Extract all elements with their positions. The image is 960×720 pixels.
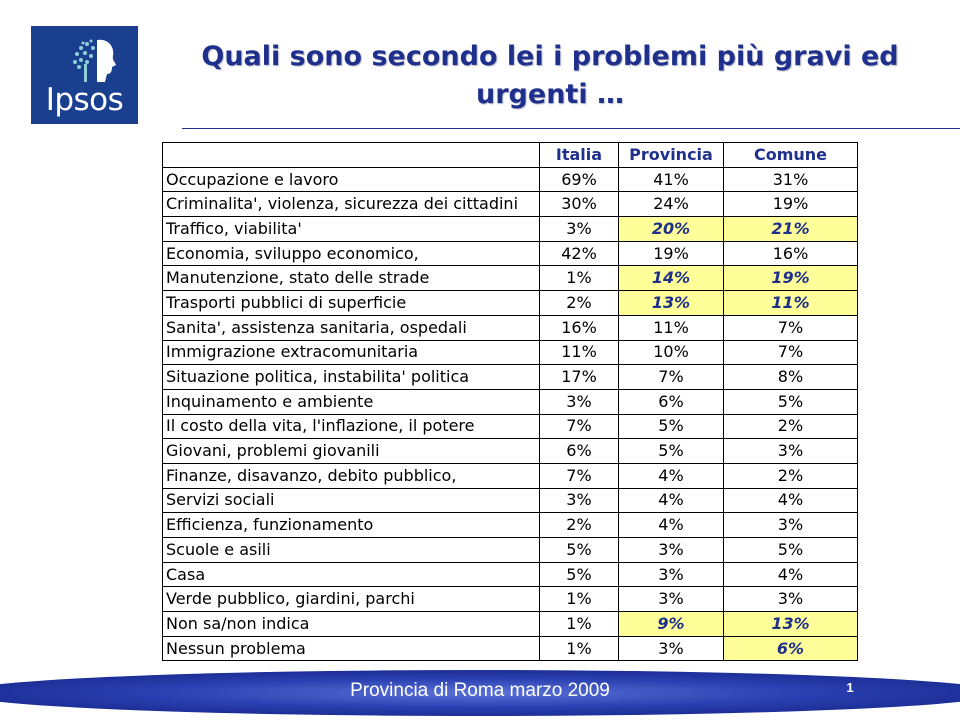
cell-provincia: 41% <box>619 167 724 192</box>
row-label: Situazione politica, instabilita' politica <box>163 365 540 390</box>
cell-italia: 1% <box>540 636 619 661</box>
table-row <box>163 365 858 390</box>
cell-comune: 31% <box>724 167 858 192</box>
cell-italia: 11% <box>540 340 619 365</box>
cell-comune: 5% <box>724 538 858 563</box>
ipsos-logo <box>31 26 138 124</box>
page-title: Quali sono secondo lei i problemi più gravi ed urgenti … <box>201 41 899 110</box>
cell-comune: 6% <box>724 636 858 661</box>
title-underline <box>182 128 960 129</box>
table-row <box>163 217 858 242</box>
row-label: Finanze, disavanzo, debito pubblico, <box>163 463 540 488</box>
cell-comune: 3% <box>724 513 858 538</box>
page-number: 1 <box>846 680 854 695</box>
cell-provincia: 7% <box>619 365 724 390</box>
cell-comune: 19% <box>724 266 858 291</box>
cell-provincia: 3% <box>619 562 724 587</box>
results-table <box>162 142 858 661</box>
row-label: Efficienza, funzionamento <box>163 513 540 538</box>
cell-comune: 7% <box>724 315 858 340</box>
cell-comune: 4% <box>724 488 858 513</box>
row-label: Trasporti pubblici di superficie <box>163 291 540 316</box>
table-row <box>163 266 858 291</box>
cell-comune: 4% <box>724 562 858 587</box>
table-row <box>163 538 858 563</box>
cell-comune: 21% <box>724 217 858 242</box>
cell-italia: 17% <box>540 365 619 390</box>
row-label: Occupazione e lavoro <box>163 167 540 192</box>
table-row <box>163 241 858 266</box>
cell-comune: 16% <box>724 241 858 266</box>
cell-italia: 69% <box>540 167 619 192</box>
cell-provincia: 4% <box>619 513 724 538</box>
row-label: Manutenzione, stato delle strade <box>163 266 540 291</box>
cell-italia: 6% <box>540 439 619 464</box>
table-row <box>163 488 858 513</box>
row-label: Servizi sociali <box>163 488 540 513</box>
cell-italia: 1% <box>540 587 619 612</box>
table-header-row <box>163 143 858 168</box>
cell-comune: 3% <box>724 439 858 464</box>
table-row <box>163 414 858 439</box>
cell-provincia: 3% <box>619 636 724 661</box>
row-label: Inquinamento e ambiente <box>163 389 540 414</box>
cell-comune: 3% <box>724 587 858 612</box>
cell-comune: 11% <box>724 291 858 316</box>
tree-head-icon <box>61 34 125 88</box>
cell-comune: 2% <box>724 463 858 488</box>
table-row <box>163 562 858 587</box>
cell-provincia: 10% <box>619 340 724 365</box>
cell-italia: 1% <box>540 266 619 291</box>
table-row <box>163 612 858 637</box>
row-label: Casa <box>163 562 540 587</box>
cell-italia: 5% <box>540 538 619 563</box>
row-label: Criminalita', violenza, sicurezza dei cittadini <box>163 192 540 217</box>
row-label: Nessun problema <box>163 636 540 661</box>
cell-provincia: 11% <box>619 315 724 340</box>
cell-italia: 1% <box>540 612 619 637</box>
cell-italia: 7% <box>540 414 619 439</box>
cell-comune: 2% <box>724 414 858 439</box>
cell-provincia: 6% <box>619 389 724 414</box>
cell-provincia: 3% <box>619 538 724 563</box>
cell-italia: 5% <box>540 562 619 587</box>
cell-provincia: 4% <box>619 488 724 513</box>
cell-italia: 3% <box>540 389 619 414</box>
table-row <box>163 587 858 612</box>
table-row <box>163 439 858 464</box>
cell-italia: 3% <box>540 488 619 513</box>
table-row <box>163 192 858 217</box>
cell-italia: 16% <box>540 315 619 340</box>
row-label: Verde pubblico, giardini, parchi <box>163 587 540 612</box>
cell-italia: 2% <box>540 513 619 538</box>
row-label: Sanita', assistenza sanitaria, ospedali <box>163 315 540 340</box>
cell-provincia: 5% <box>619 439 724 464</box>
cell-provincia: 19% <box>619 241 724 266</box>
footer-text: Provincia di Roma marzo 2009 <box>350 680 610 701</box>
cell-comune: 7% <box>724 340 858 365</box>
cell-provincia: 3% <box>619 587 724 612</box>
cell-provincia: 14% <box>619 266 724 291</box>
table-row <box>163 389 858 414</box>
cell-provincia: 13% <box>619 291 724 316</box>
table-row <box>163 291 858 316</box>
row-label: Immigrazione extracomunitaria <box>163 340 540 365</box>
row-label: Economia, sviluppo economico, <box>163 241 540 266</box>
logo-text: Ipsos <box>45 82 124 118</box>
cell-italia: 2% <box>540 291 619 316</box>
header-italia: Italia <box>540 143 619 168</box>
row-label: Traffico, viabilita' <box>163 217 540 242</box>
table-row <box>163 167 858 192</box>
row-label: Scuole e asili <box>163 538 540 563</box>
cell-comune: 13% <box>724 612 858 637</box>
header-label <box>163 143 540 168</box>
cell-provincia: 4% <box>619 463 724 488</box>
row-label: Giovani, problemi giovanili <box>163 439 540 464</box>
table-row <box>163 340 858 365</box>
table-row <box>163 463 858 488</box>
cell-comune: 19% <box>724 192 858 217</box>
cell-comune: 8% <box>724 365 858 390</box>
table-row <box>163 636 858 661</box>
cell-italia: 42% <box>540 241 619 266</box>
row-label: Non sa/non indica <box>163 612 540 637</box>
header-comune: Comune <box>724 143 858 168</box>
table-row <box>163 513 858 538</box>
row-label: Il costo della vita, l'inflazione, il potere <box>163 414 540 439</box>
cell-provincia: 9% <box>619 612 724 637</box>
cell-comune: 5% <box>724 389 858 414</box>
cell-italia: 30% <box>540 192 619 217</box>
table-row <box>163 315 858 340</box>
cell-italia: 7% <box>540 463 619 488</box>
cell-provincia: 5% <box>619 414 724 439</box>
header-provincia: Provincia <box>619 143 724 168</box>
cell-provincia: 20% <box>619 217 724 242</box>
cell-italia: 3% <box>540 217 619 242</box>
cell-provincia: 24% <box>619 192 724 217</box>
